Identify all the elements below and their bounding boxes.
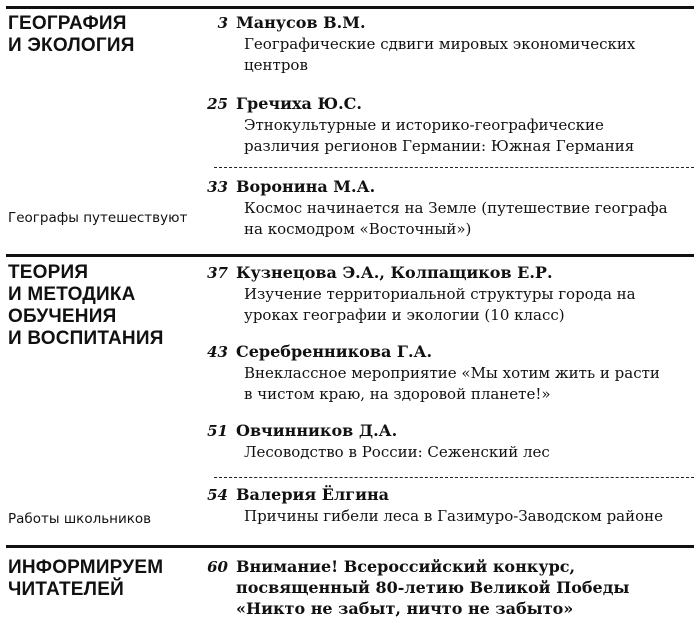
section-heading-line: И ЭКОЛОГИЯ xyxy=(8,35,135,56)
entry-title xyxy=(244,34,694,76)
section-heading-line: ОБУЧЕНИЯ xyxy=(8,306,117,327)
section-heading-geography xyxy=(8,13,135,57)
entry-title-line: Географические сдвиги мировых экономических xyxy=(244,35,636,53)
entry-title-line: Причины гибели леса в Газимуро-Заводском районе xyxy=(244,507,664,525)
page-number: 54 xyxy=(207,486,228,504)
entry-author: Воронина М.А. xyxy=(236,177,376,196)
section-heading-methodology xyxy=(8,262,164,350)
section-divider xyxy=(6,545,694,548)
page-number: 33 xyxy=(207,178,228,196)
entry-title-line: Внимание! Всероссийский конкурс, xyxy=(236,557,576,576)
page-number: 43 xyxy=(207,343,228,361)
section-heading-line: ГЕОГРАФИЯ xyxy=(8,13,127,34)
section-heading-line: И МЕТОДИКА xyxy=(8,284,136,305)
entry-title-line: посвященный 80-летию Великой Победы xyxy=(236,578,630,597)
entry-title-line: уроках географии и экологии (10 класс) xyxy=(244,306,565,324)
entry-title xyxy=(244,284,694,326)
entry-author: Гречиха Ю.С. xyxy=(236,94,362,113)
toc-entry[interactable] xyxy=(200,12,694,76)
section-heading-line: ИНФОРМИРУЕМ xyxy=(8,557,164,578)
toc-entry[interactable] xyxy=(200,484,694,527)
entry-title-line: Этнокультурные и историко-географические xyxy=(244,116,604,134)
section-heading-line: И ВОСПИТАНИЯ xyxy=(8,328,164,349)
entry-title-line: центров xyxy=(244,56,308,74)
section-divider xyxy=(6,254,694,257)
entry-title-line: Изучение территориальной структуры города на xyxy=(244,285,636,303)
toc-entry[interactable] xyxy=(200,176,694,240)
entry-title xyxy=(244,198,694,240)
section-divider xyxy=(6,6,694,9)
page-number: 51 xyxy=(207,422,228,440)
toc-entry[interactable] xyxy=(200,556,694,619)
entry-title-line: «Никто не забыт, ничто не забыто» xyxy=(236,599,574,618)
toc-entry[interactable] xyxy=(200,341,694,405)
section-heading-line: ЧИТАТЕЛЕЙ xyxy=(8,579,124,600)
entry-title-line: Космос начинается на Земле (путешествие географа xyxy=(244,199,668,217)
entry-title-line: Внеклассное мероприятие «Мы хотим жить и расти xyxy=(244,364,660,382)
entry-author: Манусов В.М. xyxy=(236,13,366,32)
toc-entry[interactable] xyxy=(200,420,694,463)
subsection-label: Географы путешествуют xyxy=(8,210,188,226)
toc-entry[interactable] xyxy=(200,262,694,326)
entry-title xyxy=(244,363,694,405)
entry-title-line: Лесоводство в России: Сеженский лес xyxy=(244,443,550,461)
entry-author: Кузнецова Э.А., Колпащиков Е.Р. xyxy=(236,263,553,282)
entry-author: Серебренникова Г.А. xyxy=(236,342,433,361)
section-heading-informing xyxy=(8,557,163,601)
page-number: 37 xyxy=(207,264,228,282)
entry-title xyxy=(236,556,629,619)
entry-title xyxy=(244,442,694,463)
entry-author: Валерия Ёлгина xyxy=(236,485,390,504)
section-heading-line: ТЕОРИЯ xyxy=(8,262,89,283)
entry-title-line: на космодром «Восточный») xyxy=(244,220,472,238)
subsection-divider xyxy=(214,167,694,168)
entry-title xyxy=(244,506,694,527)
page-number: 60 xyxy=(207,558,228,576)
entry-title-line: в чистом краю, на здоровой планете!» xyxy=(244,385,551,403)
entry-author: Овчинников Д.А. xyxy=(236,421,398,440)
page-number: 25 xyxy=(207,95,228,113)
entry-title xyxy=(244,115,694,157)
entry-title-line: различия регионов Германии: Южная Германия xyxy=(244,137,635,155)
subsection-divider xyxy=(214,477,694,478)
toc-entry[interactable] xyxy=(200,93,694,157)
page-number: 3 xyxy=(217,14,228,32)
subsection-label: Работы школьников xyxy=(8,511,152,527)
